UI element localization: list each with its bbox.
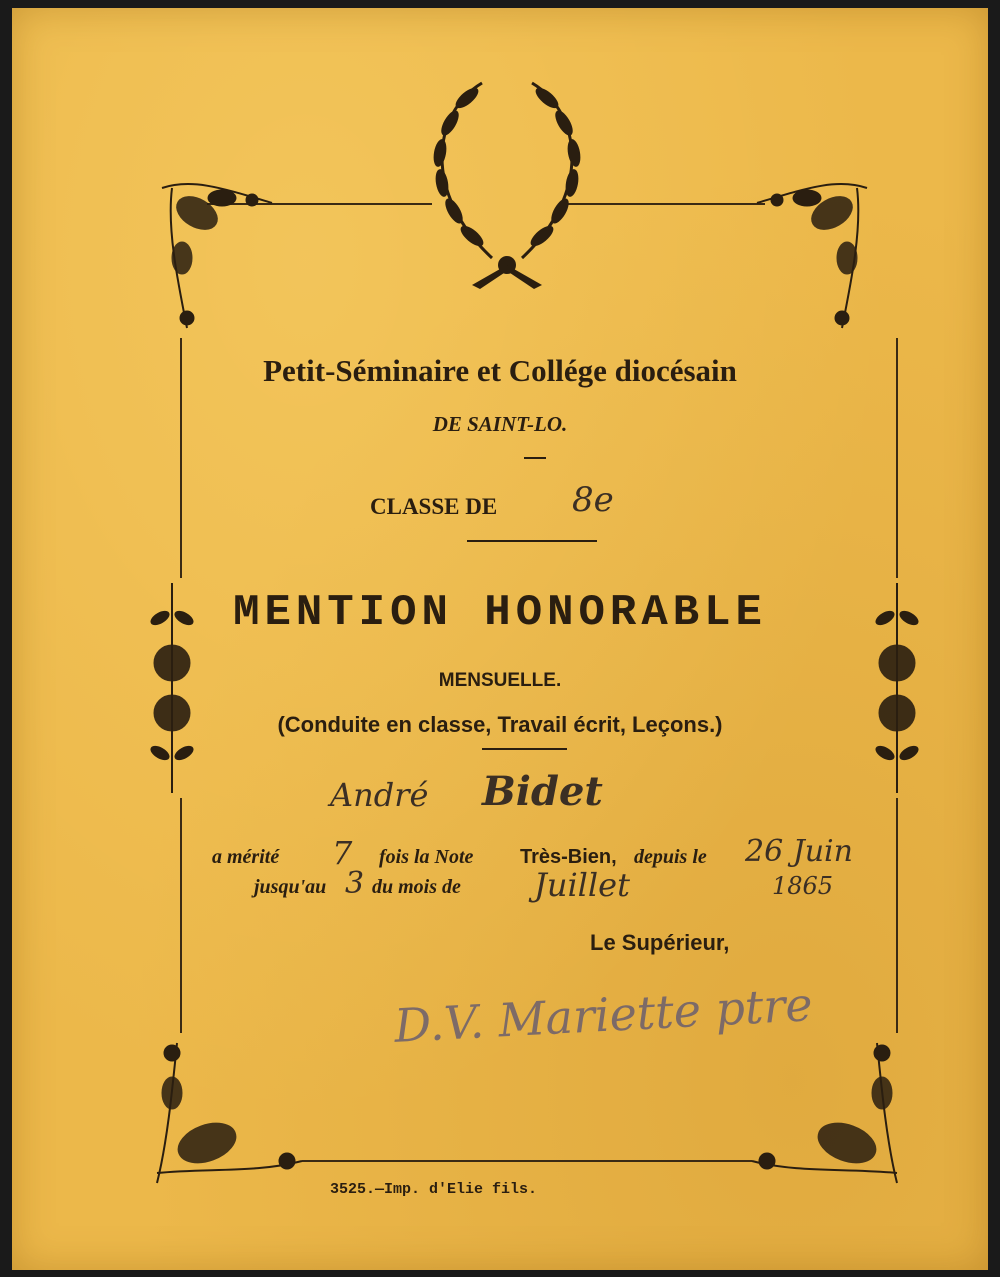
certificate-paper	[12, 8, 988, 1270]
signature-handwritten: D.V. Mariette ptre	[392, 977, 814, 1053]
record-prefix: a mérité	[212, 846, 280, 868]
record-until-text: jusqu'au	[254, 876, 327, 898]
printer-note: 3525.—Imp. d'Elie fils.	[330, 1181, 538, 1198]
corner-ornament-top-right-icon	[747, 168, 877, 338]
record-start-date: 26 Juin	[745, 834, 853, 869]
award-title: MENTION HONORABLE	[233, 588, 767, 638]
record-end-day: 3	[345, 866, 365, 901]
corner-ornament-top-left-icon	[152, 168, 282, 338]
frame-bottom-line	[302, 1160, 752, 1162]
frame-right-line-lower	[896, 798, 898, 1033]
record-mid-text: fois la Note	[379, 846, 474, 868]
corner-ornament-bottom-left-icon	[137, 1033, 307, 1203]
record-end-month: Juillet	[534, 866, 630, 904]
record-month-text: du mois de	[372, 876, 461, 898]
record-year: 1865	[772, 872, 834, 900]
record-count: 7	[332, 834, 353, 872]
student-last-name: Bidet	[482, 768, 603, 815]
institution-city: DE SAINT-LO.	[432, 412, 568, 436]
classe-label: CLASSE DE	[370, 494, 498, 519]
signature-title: Le Supérieur,	[590, 930, 730, 955]
award-criteria: (Conduite en classe, Travail écrit, Leçons.)	[277, 712, 723, 737]
record-since-text: depuis le	[634, 846, 707, 868]
laurel-wreath-icon	[412, 53, 602, 293]
frame-left-line-lower	[180, 798, 182, 1033]
corner-ornament-bottom-right-icon	[747, 1033, 917, 1203]
classe-underline	[467, 540, 597, 542]
criteria-underline	[482, 748, 567, 750]
institution-name: Petit-Séminaire et Collége diocésain	[263, 353, 737, 388]
award-frequency: MENSUELLE.	[438, 670, 562, 691]
record-note: Très-Bien,	[520, 846, 617, 868]
short-divider	[524, 457, 546, 459]
classe-value: 8e	[572, 480, 614, 520]
student-first-name: André	[330, 776, 429, 814]
